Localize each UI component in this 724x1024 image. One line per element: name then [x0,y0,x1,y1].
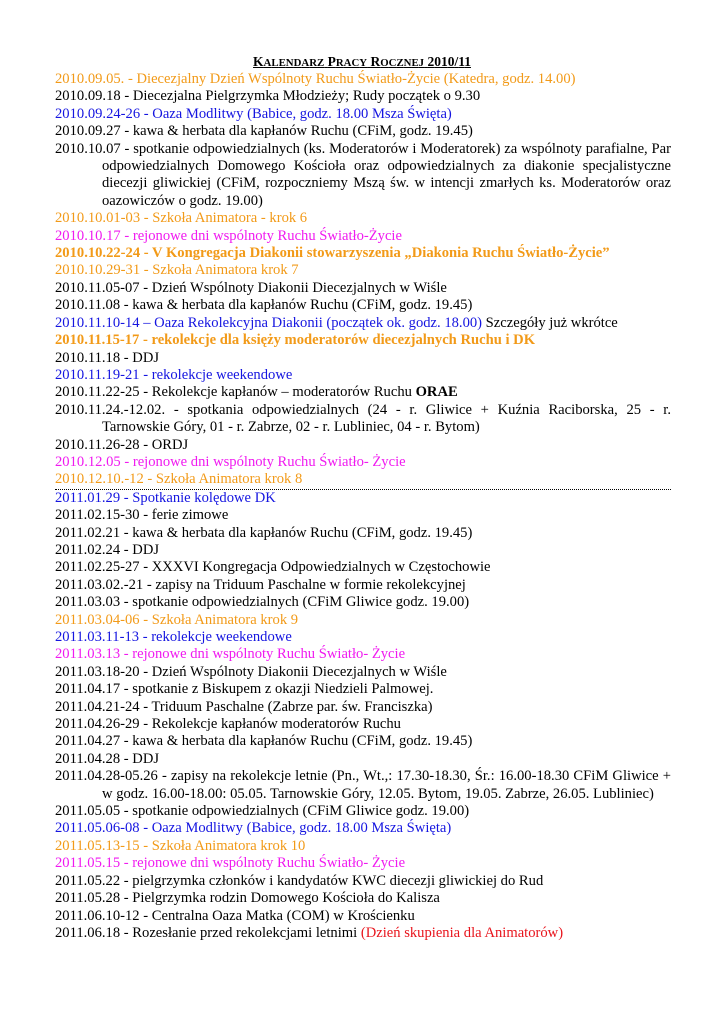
calendar-entry [55,594,671,611]
calendar-list [55,71,671,942]
calendar-entry [55,141,671,211]
calendar-entry [55,454,671,471]
entry-text: 2011.05.15 - rejonowe dni wspólnoty Ruchu Światło- Życie [55,855,406,872]
calendar-entry [55,559,671,576]
calendar-entry [55,245,671,262]
entry-text: 2011.04.21-24 - Triduum Paschalne (Zabrze par. św. Franciszka) [55,698,433,715]
page-title: KALENDARZ PRACY ROCZNEJ 2010/11 [253,54,471,69]
calendar-entry [55,803,671,820]
entry-text: 2011.02.21 - kawa & herbata dla kapłanów Ruchu (CFiM, godz. 19.45) [55,524,473,541]
calendar-entry [55,228,671,245]
entry-text: 2010.09.24-26 - Oaza Modlitwy (Babice, godz. 18.00 Msza Święta) [55,105,452,122]
calendar-entry [55,873,671,890]
calendar-entry [55,88,671,105]
calendar-entry [55,525,671,542]
calendar-entry [55,716,671,733]
calendar-entry [55,768,671,803]
entry-text: 2010.10.01-03 - Szkoła Animatora - krok 6 [55,210,308,227]
entry-text: 2011.05.13-15 - Szkoła Animatora krok 10 [55,837,306,854]
entry-text: 2011.05.22 - pielgrzymka członków i kandydatów KWC diecezji gliwickiej do Rud [55,872,544,889]
calendar-entry [55,855,671,872]
calendar-entry [55,507,671,524]
entry-text: Szczegóły już wkrótce [482,314,618,331]
entry-text: 2011.03.02.-21 - zapisy na Triduum Paschalne w formie rekolekcyjnej [55,576,466,593]
entry-text: 2010.11.05-07 - Dzień Wspólnoty Diakonii Diecezjalnych w Wiśle [55,279,447,296]
entry-text: 2011.04.27 - kawa & herbata dla kapłanów Ruchu (CFiM, godz. 19.45) [55,733,473,750]
entry-text: 2011.05.05 - spotkanie odpowiedzialnych (CFiM Gliwice godz. 19.00) [55,803,470,820]
calendar-entry [55,699,671,716]
calendar-entry [55,402,671,437]
entry-text: 2010.11.19-21 - rekolekcje weekendowe [55,366,293,383]
entry-text: 2011.03.13 - rejonowe dni wspólnoty Ruchu Światło- Życie [55,646,406,663]
calendar-entry [55,123,671,140]
entry-text: 2011.03.03 - spotkanie odpowiedzialnych (CFiM Gliwice godz. 19.00) [55,594,470,611]
calendar-entry [55,490,671,507]
entry-text: 2011.03.18-20 - Dzień Wspólnoty Diakonii Diecezjalnych w Wiśle [55,663,447,680]
entry-text: 2010.09.27 - kawa & herbata dla kapłanów Ruchu (CFiM, godz. 19.45) [55,123,473,140]
entry-text: 2010.11.10-14 – Oaza Rekolekcyjna Diakonii (początek ok. godz. 18.00) [55,314,483,331]
entry-text: 2011.05.06-08 - Oaza Modlitwy (Babice, godz. 18.00 Msza Święta) [55,820,452,837]
entry-text: 2011.01.29 - Spotkanie kolędowe DK [55,489,276,506]
calendar-entry [55,890,671,907]
entry-text: 2011.03.11-13 - rekolekcje weekendowe [55,629,292,645]
calendar-entry [55,733,671,750]
calendar-entry [55,751,671,768]
entry-text: 2010.11.18 - DDJ [55,349,160,366]
entry-text: 2010.11.22-25 - Rekolekcje kapłanów – moderatorów Ruchu [55,384,416,401]
entry-text: 2011.05.28 - Pielgrzymka rodzin Domowego Kościoła do Kalisza [55,890,440,907]
calendar-entry [55,471,671,488]
entry-text: 2011.04.28 - DDJ [55,750,160,767]
calendar-entry [55,332,671,349]
calendar-entry [55,106,671,123]
entry-text: 2010.10.17 - rejonowe dni wspólnoty Ruchu Światło-Życie [55,227,402,244]
calendar-entry [55,384,671,401]
entry-text: 2011.04.28-05.26 - zapisy na rekolekcje letnie (Pn., Wt.,: 17.30-18.30, Śr.: 16.00-18.30 CFiM Gliwice + w godz. 16.00-18.00: 05.05. Tarnowskie Góry, 12.05. Bytom, 19.05. Zabrze, 26.05. Lubliniec) [55,768,671,802]
calendar-entry [55,350,671,367]
entry-text: 2011.03.04-06 - Szkoła Animatora krok 9 [55,611,299,628]
calendar-entry [55,646,671,663]
entry-text: 2011.04.17 - spotkanie z Biskupem z okazji Niedzieli Palmowej. [55,681,434,698]
entry-text: 2010.09.05. - Diecezjalny Dzień Wspólnoty Ruchu Światło-Życie (Katedra, godz. 14.00) [55,71,576,87]
calendar-entry [55,315,671,332]
entry-text: 2010.10.29-31 - Szkoła Animatora krok 7 [55,262,299,279]
calendar-entry [55,577,671,594]
entry-text: 2011.02.24 - DDJ [55,541,160,558]
entry-text: 2011.02.15-30 - ferie zimowe [55,507,229,524]
entry-text: 2011.02.25-27 - XXXVI Kongregacja Odpowiedzialnych w Częstochowie [55,559,491,576]
calendar-entry [55,908,671,925]
calendar-entry [55,838,671,855]
entry-text: 2010.11.26-28 - ORDJ [55,436,189,453]
calendar-entry [55,681,671,698]
entry-text: 2010.11.24.-12.02. - spotkania odpowiedzialnych (24 - r. Gliwice + Kuźnia Raciborska, 25 - r. Tarnowskie Góry, 01 - r. Zabrze, 02 - r. Lubliniec, 04 - r. Bytom) [55,401,671,436]
calendar-entry [55,542,671,559]
entry-text: 2011.06.10-12 - Centralna Oaza Matka (COM) w Krościenku [55,907,415,924]
entry-text: 2011.04.26-29 - Rekolekcje kapłanów moderatorów Ruchu [55,716,401,733]
entry-text: 2010.09.18 - Diecezjalna Pielgrzymka Młodzieży; Rudy początek o 9.30 [55,88,481,105]
calendar-entry [55,280,671,297]
calendar-entry [55,629,671,646]
entry-text: 2010.12.05 - rejonowe dni wspólnoty Ruchu Światło- Życie [55,453,406,470]
entry-text: 2010.10.22-24 - V Kongregacja Diakonii stowarzyszenia „Diakonia Ruchu Światło-Życie” [55,245,610,262]
calendar-entry [55,820,671,837]
entry-text: ORAE [415,384,458,401]
calendar-entry [55,367,671,384]
calendar-entry [55,71,671,88]
calendar-entry [55,262,671,279]
calendar-entry [55,612,671,629]
calendar-entry [55,210,671,227]
calendar-entry [55,437,671,454]
entry-text: 2010.12.10.-12 - Szkoła Animatora krok 8 [55,471,303,488]
calendar-entry [55,664,671,681]
entry-text: 2010.11.15-17 - rekolekcje dla księży moderatorów diecezjalnych Ruchu i DK [55,332,536,349]
calendar-entry [55,297,671,314]
entry-text: 2010.10.07 - spotkanie odpowiedzialnych (ks. Moderatorów i Moderatorek) za wspólnoty parafialne, Par odpowiedzialnych Domowego Kościoła oraz odpowiedzialnych za diakonie specjalistyczne diecezji gliwickiej (CFiM, rozpoczniemy Mszą św. w intencji zmarłych ks. Moderatorów oraz oazowiczów o godz. 19.00) [55,140,671,209]
entry-text: 2010.11.08 - kawa & herbata dla kapłanów Ruchu (CFiM, godz. 19.45) [55,297,473,314]
calendar-entry [55,925,671,942]
entry-text: (Dzień skupienia dla Animatorów) [360,924,564,941]
entry-text: 2011.06.18 - Rozesłanie przed rekolekcjami letnimi [55,924,361,941]
